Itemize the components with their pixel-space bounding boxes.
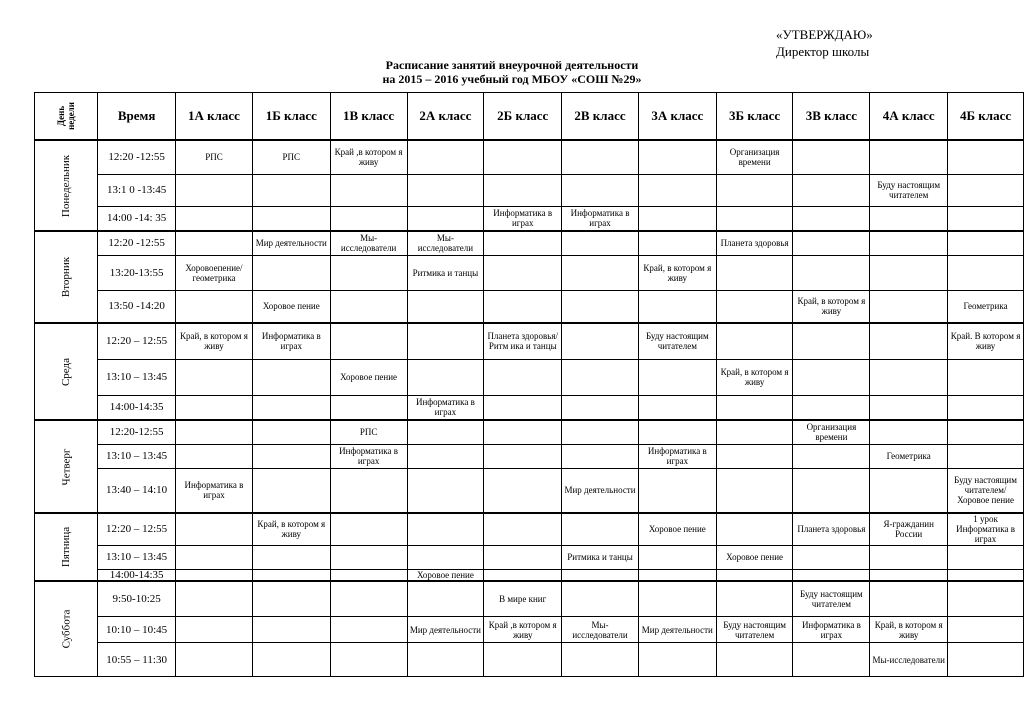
time-cell: 14:00 -14: 35 xyxy=(98,206,176,231)
activity-cell xyxy=(948,206,1024,231)
activity-cell xyxy=(793,395,870,420)
activity-cell: Мы-исследователи xyxy=(870,643,948,677)
activity-cell: Край, в котором я живу xyxy=(793,290,870,323)
activity-cell xyxy=(330,545,407,569)
activity-cell xyxy=(870,290,948,323)
activity-cell: Край, в котором я живу xyxy=(638,255,716,290)
time-cell: 13:20-13:55 xyxy=(98,255,176,290)
activity-cell: Информатика в играх xyxy=(407,395,484,420)
time-cell: 10:10 – 10:45 xyxy=(98,617,176,643)
class-header: 2Б класс xyxy=(484,93,562,141)
approval-signer: Директор школы xyxy=(776,44,870,59)
activity-cell xyxy=(484,255,562,290)
time-cell: 10:55 – 11:30 xyxy=(98,643,176,677)
activity-cell xyxy=(716,643,793,677)
activity-cell xyxy=(562,643,639,677)
activity-cell xyxy=(793,231,870,255)
activity-cell: Мир деятельности xyxy=(638,617,716,643)
time-cell: 13:50 -14:20 xyxy=(98,290,176,323)
activity-cell: Буду настоящим читателем xyxy=(793,581,870,617)
schedule-row xyxy=(35,581,1024,617)
activity-cell xyxy=(870,255,948,290)
activity-cell: Хоровое пение xyxy=(716,545,793,569)
activity-cell xyxy=(407,643,484,677)
day-cell xyxy=(35,323,98,420)
activity-cell xyxy=(407,444,484,468)
activity-cell xyxy=(176,359,253,395)
activity-cell xyxy=(716,581,793,617)
activity-cell xyxy=(562,323,639,359)
class-header: 2В класс xyxy=(562,93,639,141)
activity-cell: Край, в котором я живу xyxy=(176,323,253,359)
activity-cell: Информатика в играх xyxy=(252,323,330,359)
activity-cell xyxy=(484,359,562,395)
activity-cell xyxy=(176,545,253,569)
schedule-row xyxy=(35,468,1024,513)
activity-cell xyxy=(870,395,948,420)
activity-cell xyxy=(716,569,793,581)
activity-cell xyxy=(638,231,716,255)
activity-cell xyxy=(484,444,562,468)
activity-cell xyxy=(484,231,562,255)
activity-cell xyxy=(870,140,948,174)
activity-cell xyxy=(793,569,870,581)
schedule-row xyxy=(35,290,1024,323)
day-header-line2: недели xyxy=(66,102,77,130)
activity-cell xyxy=(407,206,484,231)
activity-cell xyxy=(176,395,253,420)
schedule-row xyxy=(35,140,1024,174)
activity-cell: РПС xyxy=(330,420,407,444)
activity-cell xyxy=(638,468,716,513)
activity-cell xyxy=(948,231,1024,255)
activity-cell xyxy=(330,323,407,359)
day-name: Четверг xyxy=(60,448,73,485)
activity-cell xyxy=(562,581,639,617)
activity-cell xyxy=(176,420,253,444)
activity-cell xyxy=(870,231,948,255)
class-header: 1Б класс xyxy=(252,93,330,141)
activity-cell xyxy=(948,545,1024,569)
activity-cell xyxy=(948,359,1024,395)
activity-cell: Хоровое пение xyxy=(638,513,716,545)
time-column-header: Время xyxy=(98,93,176,141)
activity-cell xyxy=(176,290,253,323)
activity-cell xyxy=(562,174,639,206)
activity-cell xyxy=(330,569,407,581)
activity-cell xyxy=(562,569,639,581)
activity-cell xyxy=(252,420,330,444)
activity-cell xyxy=(330,290,407,323)
day-column-header xyxy=(35,93,98,141)
activity-cell: Край, в котором я живу xyxy=(252,513,330,545)
activity-cell: Я-гражданин России xyxy=(870,513,948,545)
activity-cell xyxy=(793,174,870,206)
activity-cell: Ритмика и танцы xyxy=(407,255,484,290)
time-cell: 13:10 – 13:45 xyxy=(98,444,176,468)
class-header: 1В класс xyxy=(330,93,407,141)
time-cell: 12:20 -12:55 xyxy=(98,231,176,255)
activity-cell xyxy=(407,140,484,174)
activity-cell xyxy=(252,468,330,513)
activity-cell xyxy=(793,206,870,231)
activity-cell xyxy=(407,468,484,513)
schedule-title xyxy=(0,58,1024,86)
class-header: 4А класс xyxy=(870,93,948,141)
activity-cell xyxy=(870,468,948,513)
activity-cell xyxy=(793,255,870,290)
activity-cell xyxy=(716,174,793,206)
activity-cell: Планета здоровья xyxy=(716,231,793,255)
day-name: Пятница xyxy=(60,526,73,567)
activity-cell xyxy=(252,359,330,395)
activity-cell xyxy=(407,290,484,323)
activity-cell xyxy=(948,174,1024,206)
activity-cell: Хоровоепение/ геометрика xyxy=(176,255,253,290)
time-cell: 14:00-14:35 xyxy=(98,569,176,581)
activity-cell xyxy=(638,206,716,231)
activity-cell xyxy=(407,359,484,395)
activity-cell xyxy=(638,420,716,444)
day-cell xyxy=(35,420,98,513)
activity-cell: Край. В котором я живу xyxy=(948,323,1024,359)
class-header: 3А класс xyxy=(638,93,716,141)
activity-cell xyxy=(716,290,793,323)
day-cell xyxy=(35,140,98,231)
activity-cell: Буду настоящим читателем xyxy=(638,323,716,359)
activity-cell xyxy=(562,231,639,255)
activity-cell xyxy=(330,617,407,643)
day-name: Понедельник xyxy=(60,154,73,217)
activity-cell xyxy=(252,545,330,569)
activity-cell xyxy=(716,468,793,513)
activity-cell xyxy=(330,206,407,231)
activity-cell xyxy=(176,581,253,617)
activity-cell: 1 урок Информатика в играх xyxy=(948,513,1024,545)
class-header: 3Б класс xyxy=(716,93,793,141)
time-cell: 12:20 -12:55 xyxy=(98,140,176,174)
activity-cell xyxy=(176,513,253,545)
day-header-line1: День xyxy=(56,105,67,127)
activity-cell xyxy=(716,420,793,444)
time-cell: 13:10 – 13:45 xyxy=(98,545,176,569)
activity-cell xyxy=(793,643,870,677)
activity-cell xyxy=(948,395,1024,420)
activity-cell xyxy=(562,359,639,395)
schedule-table xyxy=(34,92,1024,677)
activity-cell xyxy=(793,444,870,468)
activity-cell xyxy=(330,395,407,420)
activity-cell xyxy=(716,323,793,359)
activity-cell xyxy=(484,174,562,206)
activity-cell xyxy=(176,231,253,255)
activity-cell xyxy=(407,174,484,206)
activity-cell: Буду настоящим читателем xyxy=(716,617,793,643)
activity-cell xyxy=(870,420,948,444)
activity-cell xyxy=(330,174,407,206)
activity-cell xyxy=(870,323,948,359)
activity-cell xyxy=(330,581,407,617)
activity-cell: Геометрика xyxy=(948,290,1024,323)
activity-cell xyxy=(330,513,407,545)
activity-cell xyxy=(252,255,330,290)
activity-cell xyxy=(948,140,1024,174)
activity-cell xyxy=(793,359,870,395)
activity-cell: Планета здоровья xyxy=(793,513,870,545)
header-row xyxy=(35,93,1024,141)
activity-cell: Хоровое пение xyxy=(407,569,484,581)
activity-cell xyxy=(330,255,407,290)
schedule-row xyxy=(35,569,1024,581)
activity-cell xyxy=(638,359,716,395)
time-cell: 12:20 – 12:55 xyxy=(98,513,176,545)
activity-cell xyxy=(562,255,639,290)
activity-cell xyxy=(870,581,948,617)
activity-cell xyxy=(176,617,253,643)
activity-cell xyxy=(870,206,948,231)
day-cell xyxy=(35,581,98,677)
activity-cell xyxy=(176,643,253,677)
activity-cell xyxy=(870,569,948,581)
day-cell xyxy=(35,231,98,323)
schedule-row xyxy=(35,545,1024,569)
activity-cell xyxy=(793,545,870,569)
activity-cell: Мы-исследователи xyxy=(330,231,407,255)
activity-cell: Информатика в играх xyxy=(638,444,716,468)
activity-cell: Буду настоящим читателем xyxy=(870,174,948,206)
activity-cell xyxy=(793,140,870,174)
activity-cell: Мир деятельности xyxy=(252,231,330,255)
activity-cell: Мы-исследователи xyxy=(407,231,484,255)
activity-cell xyxy=(716,206,793,231)
schedule-row xyxy=(35,359,1024,395)
activity-cell xyxy=(716,513,793,545)
activity-cell xyxy=(484,513,562,545)
schedule-row xyxy=(35,617,1024,643)
activity-cell: Информатика в играх xyxy=(176,468,253,513)
day-name: Суббота xyxy=(60,609,73,649)
activity-cell xyxy=(562,420,639,444)
activity-cell xyxy=(948,617,1024,643)
class-header: 4Б класс xyxy=(948,93,1024,141)
activity-cell xyxy=(252,206,330,231)
activity-cell xyxy=(638,140,716,174)
activity-cell xyxy=(562,395,639,420)
activity-cell: Информатика в играх xyxy=(484,206,562,231)
activity-cell: Информатика в играх xyxy=(793,617,870,643)
activity-cell: Информатика в играх xyxy=(562,206,639,231)
approval-title: «УТВЕРЖДАЮ» xyxy=(776,27,873,42)
time-cell: 12:20-12:55 xyxy=(98,420,176,444)
activity-cell: Планета здоровья/Ритм ика и танцы xyxy=(484,323,562,359)
activity-cell: Ритмика и танцы xyxy=(562,545,639,569)
activity-cell xyxy=(562,444,639,468)
activity-cell xyxy=(562,140,639,174)
activity-cell: В мире книг xyxy=(484,581,562,617)
activity-cell: Хоровое пение xyxy=(330,359,407,395)
activity-cell xyxy=(638,290,716,323)
activity-cell: Организация времени xyxy=(793,420,870,444)
activity-cell: Край, в котором я живу xyxy=(870,617,948,643)
activity-cell xyxy=(176,444,253,468)
activity-cell xyxy=(407,581,484,617)
activity-cell: Мир деятельности xyxy=(407,617,484,643)
activity-cell xyxy=(716,395,793,420)
activity-cell xyxy=(793,468,870,513)
activity-cell xyxy=(252,617,330,643)
activity-cell xyxy=(638,643,716,677)
activity-cell: Геометрика xyxy=(870,444,948,468)
activity-cell xyxy=(638,581,716,617)
activity-cell xyxy=(252,569,330,581)
activity-cell: Буду настоящим читателем/ Хоровое пение xyxy=(948,468,1024,513)
activity-cell xyxy=(407,323,484,359)
activity-cell xyxy=(948,581,1024,617)
schedule-row xyxy=(35,395,1024,420)
activity-cell: Мир деятельности xyxy=(562,468,639,513)
activity-cell xyxy=(948,255,1024,290)
activity-cell xyxy=(638,395,716,420)
activity-cell xyxy=(638,174,716,206)
class-header: 1А класс xyxy=(176,93,253,141)
activity-cell xyxy=(484,545,562,569)
activity-cell xyxy=(948,420,1024,444)
activity-cell xyxy=(638,569,716,581)
time-cell: 13:10 – 13:45 xyxy=(98,359,176,395)
day-name: Среда xyxy=(60,357,73,386)
activity-cell: Хоровое пение xyxy=(252,290,330,323)
schedule-row xyxy=(35,174,1024,206)
activity-cell xyxy=(407,420,484,444)
activity-cell xyxy=(176,206,253,231)
approval-block xyxy=(776,26,873,60)
schedule-row xyxy=(35,323,1024,359)
schedule-row xyxy=(35,255,1024,290)
activity-cell xyxy=(948,643,1024,677)
time-cell: 9:50-10:25 xyxy=(98,581,176,617)
activity-cell xyxy=(330,643,407,677)
activity-cell xyxy=(484,395,562,420)
activity-cell: Мы-исследователи xyxy=(562,617,639,643)
schedule-row xyxy=(35,420,1024,444)
class-header: 2А класс xyxy=(407,93,484,141)
activity-cell xyxy=(562,290,639,323)
activity-cell xyxy=(330,468,407,513)
activity-cell: Организация времени xyxy=(716,140,793,174)
activity-cell: Край ,в котором я живу xyxy=(484,617,562,643)
schedule-row xyxy=(35,231,1024,255)
activity-cell xyxy=(252,643,330,677)
activity-cell xyxy=(407,545,484,569)
class-header: 3В класс xyxy=(793,93,870,141)
activity-cell xyxy=(948,444,1024,468)
activity-cell xyxy=(484,468,562,513)
activity-cell xyxy=(252,174,330,206)
activity-cell: РПС xyxy=(176,140,253,174)
activity-cell xyxy=(484,140,562,174)
activity-cell xyxy=(484,420,562,444)
activity-cell xyxy=(252,395,330,420)
activity-cell: Край ,в котором я живу xyxy=(330,140,407,174)
activity-cell xyxy=(562,513,639,545)
activity-cell: Край, в котором я живу xyxy=(716,359,793,395)
activity-cell xyxy=(948,569,1024,581)
time-cell: 13:1 0 -13:45 xyxy=(98,174,176,206)
activity-cell: РПС xyxy=(252,140,330,174)
day-name: Вторник xyxy=(60,256,73,298)
schedule-row xyxy=(35,444,1024,468)
schedule-row xyxy=(35,513,1024,545)
activity-cell xyxy=(716,255,793,290)
activity-cell xyxy=(484,643,562,677)
activity-cell xyxy=(484,290,562,323)
activity-cell: Информатика в играх xyxy=(330,444,407,468)
schedule-row xyxy=(35,206,1024,231)
activity-cell xyxy=(716,444,793,468)
activity-cell xyxy=(407,513,484,545)
schedule-title-line1: Расписание занятий внеурочной деятельности xyxy=(385,58,639,72)
activity-cell xyxy=(793,323,870,359)
activity-cell xyxy=(638,545,716,569)
activity-cell xyxy=(176,174,253,206)
activity-cell xyxy=(252,444,330,468)
activity-cell xyxy=(176,569,253,581)
schedule-title-line2: на 2015 – 2016 учебный год МБОУ «СОШ №29» xyxy=(382,72,642,86)
time-cell: 14:00-14:35 xyxy=(98,395,176,420)
time-cell: 13:40 – 14:10 xyxy=(98,468,176,513)
time-cell: 12:20 – 12:55 xyxy=(98,323,176,359)
activity-cell xyxy=(870,359,948,395)
activity-cell xyxy=(252,581,330,617)
activity-cell xyxy=(870,545,948,569)
day-cell xyxy=(35,513,98,581)
schedule-row xyxy=(35,643,1024,677)
activity-cell xyxy=(484,569,562,581)
